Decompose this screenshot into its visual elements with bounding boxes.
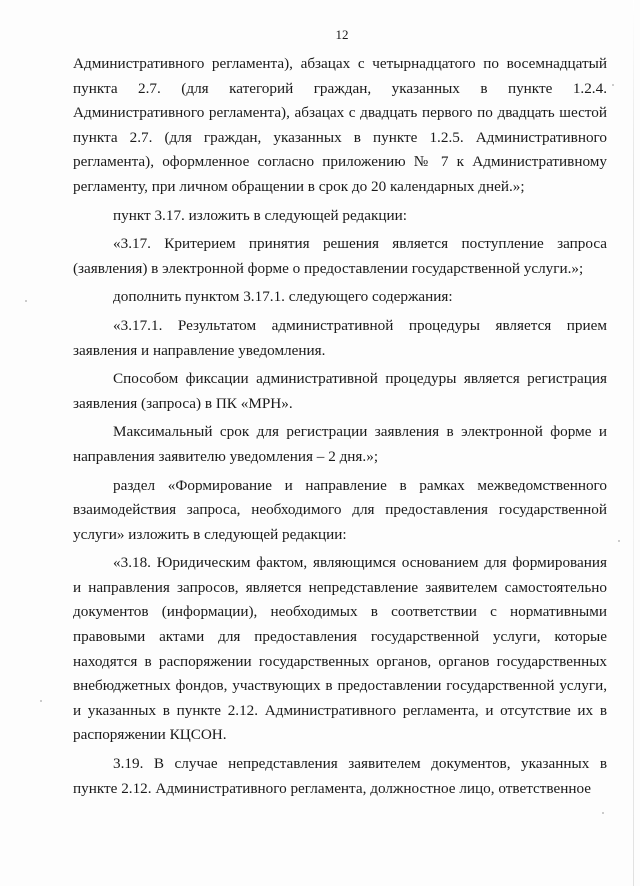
scan-speck bbox=[25, 300, 27, 302]
scan-speck bbox=[40, 700, 42, 702]
scan-speck bbox=[618, 540, 620, 542]
paragraph-fixation-method: Способом фиксации административной процедуры является регистрация заявления (запроса) в ПК «МРН». bbox=[73, 370, 607, 412]
scan-speck bbox=[612, 84, 614, 86]
paragraph-max-term: Максимальный срок для регистрации заявления в электронной форме и направления заявителю уведомления – 2 дня.»; bbox=[73, 423, 607, 465]
paragraph-point-3-17: «3.17. Критерием принятия решения является поступление запроса (заявления) в электронной форме о предоставлении государственной услуги.»; bbox=[73, 235, 607, 277]
document-body bbox=[73, 52, 607, 801]
scan-edge bbox=[633, 0, 634, 886]
paragraph-point-3-19: 3.19. В случае непредставления заявителем документов, указанных в пункте 2.12. Административного регламента, должностное лицо, ответственное bbox=[73, 755, 607, 797]
paragraph-point-3-17-instruction: пункт 3.17. изложить в следующей редакции: bbox=[113, 206, 407, 224]
paragraph-continuation: Административного регламента), абзацах с четырнадцатого по восемнадцатый пункта 2.7. (для категорий граждан, указанных в пункте 1.2.4. Административного регламента), абзацах с двадцать первого по двадцать шестой пункта 2.7. (для граждан, указанных в пункте 1.2.5. Административного регламента), оформленное согласно приложению № 7 к Административному регламенту, при личном обращении в срок до 20 календарных дней.»; bbox=[73, 55, 607, 195]
scan-speck bbox=[602, 812, 604, 814]
paragraph-point-3-18: «3.18. Юридическим фактом, являющимся основанием для формирования и направления запросов, является непредставление заявителем самостоятельно документов (информации), необходимых в соответствии с нормативными правовыми актами для предоставления государственной услуги, которые находятся в распоряжении государственных органов, органов государственных внебюджетных фондов, участвующих в предоставлении государственной услуги, и указанных в пункте 2.12. Административного регламента, и отсутствие их в распоряжении КЦСОН. bbox=[73, 554, 607, 744]
page-number: 12 bbox=[335, 27, 349, 42]
paragraph-point-3-17-1: «3.17.1. Результатом административной процедуры является прием заявления и направление уведомления. bbox=[73, 316, 607, 359]
paragraph-section-instruction: раздел «Формирование и направление в рамках межведомственного взаимодействия запроса, необходимого для предоставления государственной услуги» изложить в следующей редакции: bbox=[73, 476, 607, 543]
paragraph-add-3-17-1-instruction: дополнить пунктом 3.17.1. следующего содержания: bbox=[113, 288, 453, 306]
